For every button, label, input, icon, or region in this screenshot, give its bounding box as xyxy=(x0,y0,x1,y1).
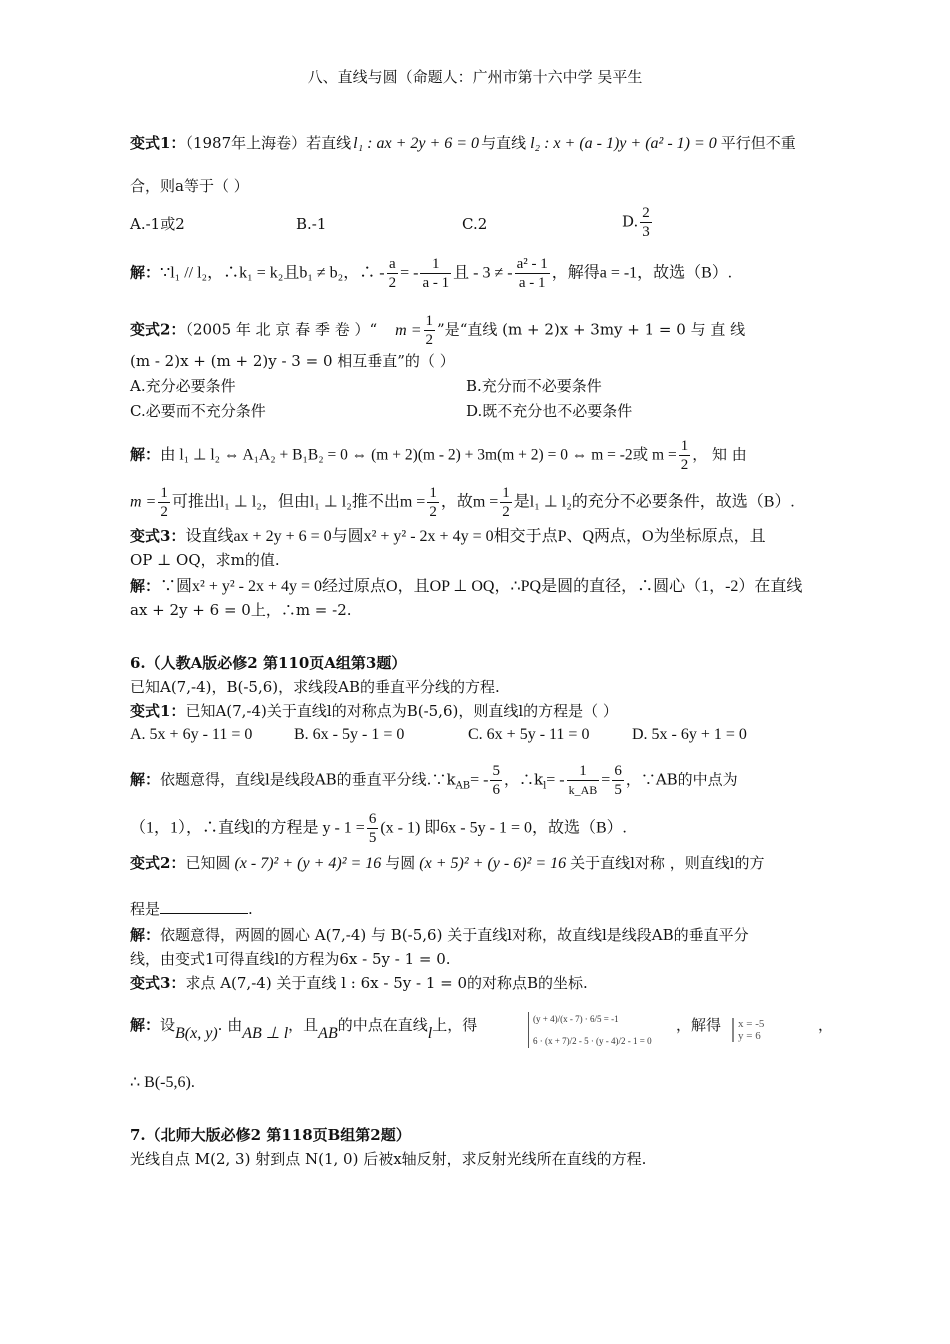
p6-v3-conclusion: ∴ B(-5,6). xyxy=(130,1074,195,1091)
p6-v1-option-c: C. 6x + 5y - 11 = 0 xyxy=(468,726,590,743)
p6-v3-solution-label: 解： xyxy=(130,1016,161,1034)
v2-solution-line2: m = $\frac{1}{2}$ 可推出l₁ ⊥ l₂，但由l₁ ⊥ l₂推不出m = $\frac{1}{2}$ ，故m = $\frac{1}{2}$ 是l₁ ⊥ l₂的充分不必要条件，故选（B）. xyxy=(130,485,795,520)
p6-v1-solution-line2: （1，1），∴直线l的方程是 y - 1 = $\frac{6}{5}$ (x - 1) 即6x - 5y - 1 = 0，故选（B）. xyxy=(130,811,627,846)
p6-v3-label: 变式3： xyxy=(130,974,186,992)
p6-v2-solution-line2: 线，由变式1可得直线l的方程为6x - 5y - 1 = 0. xyxy=(130,950,451,968)
v1-question-line1 xyxy=(130,132,796,155)
v1-source: （1987年上海卷）若直线 xyxy=(185,134,352,152)
p6-v2-question-line1: 变式2：已知圆 (x - 7)² + (y + 4)² = 16 与圆 (x + 5)² + (y - 6)² = 16 关于直线l对称 ，则直线l的方 xyxy=(130,854,765,872)
v1-solution-label: 解： xyxy=(130,263,161,282)
p6-v3-solution: 解：设B(x, y). 由AB ⊥ l，且AB的中点在直线l上，得 xyxy=(130,1016,478,1042)
p6-v3-question: 变式3：求点 A(7,-4) 关于直线 l : 6x - 5y - 1 = 0的对称点B的坐标. xyxy=(130,974,588,992)
answer-blank xyxy=(160,899,248,914)
v1-label: 变式1： xyxy=(130,134,186,152)
v3-question-line2: OP ⊥ OQ，求m的值. xyxy=(130,551,280,569)
v1-question-line2: 合，则a等于（ ） xyxy=(130,177,249,195)
v1-option-d-label: D. xyxy=(622,212,639,231)
v1-l1-equation: l₁ : ax + 2y + 6 = 0 xyxy=(353,135,480,152)
p7-question: 光线自点 M(2, 3) 射到点 N(1, 0) 后被x轴反射，求反射光线所在直线的方程. xyxy=(130,1150,647,1168)
p6-v1-solution-line1: 解：依题意得，直线l是线段AB的垂直平分线$.\because k_{AB}=$ - $\frac{5}{6}$ ，$\therefore k_l=$ - $\frac{1}{k\_AB}$ = $\frac{6}{5}$ ，∵AB的中点为 xyxy=(130,763,738,798)
p6-v1-option-d: D. 5x - 6y + 1 = 0 xyxy=(632,726,747,743)
p6-v3-comma: ， xyxy=(818,1016,834,1034)
v1-solution: 解：∵l₁ // l₂，∴k₁ = k₂且b₁ ≠ b₂，∴ - $\frac{a}{2}$ = - $\frac{1}{a - 1}$ 且 - 3 ≠ - $\frac{\text{a² - 1}}{a - 1}$ ，解得a = -1，故选（B）. xyxy=(130,256,732,291)
v2-option-a: A.充分必要条件 xyxy=(130,377,236,395)
p6-v1-question: 变式1：已知A(7,-4)关于直线l的对称点为B(-5,6)，则直线l的方程是（ ） xyxy=(130,702,618,720)
v1-option-d xyxy=(622,204,654,241)
v2-option-c: C.必要而不充分条件 xyxy=(130,402,266,420)
p6-question: 已知A(7,-4)，B(-5,6)，求线段AB的垂直平分线的方程. xyxy=(130,678,500,696)
v1-option-a: A.-1或2 xyxy=(130,215,185,233)
v3-solution-label: 解： xyxy=(130,577,161,595)
v2-solution-line1: 解：由 l₁ ⊥ l₂ ⇔ A₁A₂ + B₁B₂ = 0 ⇔ (m + 2)(m - 2) + 3m(m + 2) = 0 ⇔ m = -2或 m = $\frac{1}{2}$ ， 知 由 xyxy=(130,438,747,473)
v3-solution-line2: ax + 2y + 6 = 0上，∴m = -2. xyxy=(130,601,352,619)
v2-option-b: B.充分而不必要条件 xyxy=(466,377,602,395)
v2-option-d: D.既不充分也不必要条件 xyxy=(466,402,633,420)
v1-l2-equation: l₂ : x + (a - 1)y + (a² - 1) = 0 xyxy=(530,135,717,152)
p7-heading: 7.（北师大版必修2 第118页B组第2题） xyxy=(130,1126,411,1144)
p6-v2-solution-line1: 解：依题意得，两圆的圆心 A(7,-4) 与 B(-5,6) 关于直线l对称，故直线l是线段AB的垂直平分 xyxy=(130,926,749,944)
v3-solution-line1: 解：∵圆x² + y² - 2x + 4y = 0经过原点O，且OP ⊥ OQ，∴PQ是圆的直径，∴圆心（1，-2）在直线 xyxy=(130,577,803,595)
p6-v1-option-a: A. 5x + 6y - 11 = 0 xyxy=(130,726,253,743)
p6-v2-label: 变式2： xyxy=(130,854,186,872)
p6-v3-solve-text: ，解得 xyxy=(676,1016,722,1034)
v1-condition: 平行但不重 xyxy=(720,134,796,152)
page-title: 八、直线与圆（命题人：广州市第十六中学 吴平生 xyxy=(307,68,643,86)
v1-option-c: C.2 xyxy=(462,215,488,233)
v2-question-line1: 变式2：（2005 年 北 京 春 季 卷 ）“ m = $\frac{1}{2}$ ”是“直线 (m + 2)x + 3my + 1 = 0 与 直 线 xyxy=(130,313,746,348)
p6-v1-solution-label: 解： xyxy=(130,770,161,789)
p6-v1-option-b: B. 6x - 5y - 1 = 0 xyxy=(294,726,405,743)
v2-label: 变式2： xyxy=(130,320,186,339)
p6-v2-question-line2: 程是 . xyxy=(130,900,253,918)
p6-v3-result: x = -5 y = 6 xyxy=(732,1018,764,1042)
v3-question-line1: 变式3：设直线ax + 2y + 6 = 0与圆x² + y² - 2x + 4y = 0相交于点P、Q两点，O为坐标原点，且 xyxy=(130,527,766,545)
v2-question-line2: (m - 2)x + (m + 2)y - 3 = 0 相互垂直”的（ ） xyxy=(130,352,455,370)
v1-option-d-fraction: $\frac{2}{3}$ xyxy=(642,205,650,240)
p6-heading: 6.（人教A版必修2 第110页A组第3题） xyxy=(130,654,407,672)
p6-v3-equation-system: (y + 4)/(x - 7) · 6/5 = -1 6 · (x + 7)/2 - 5 · (y - 4)/2 - 1 = 0 xyxy=(528,1012,652,1048)
p6-v1-label: 变式1： xyxy=(130,702,186,720)
v2-solution-label: 解： xyxy=(130,445,161,464)
v1-connector: 与直线 xyxy=(481,134,527,152)
v3-label: 变式3： xyxy=(130,527,186,545)
v1-option-b: B.-1 xyxy=(296,215,327,233)
p6-v2-solution-label: 解： xyxy=(130,926,161,944)
